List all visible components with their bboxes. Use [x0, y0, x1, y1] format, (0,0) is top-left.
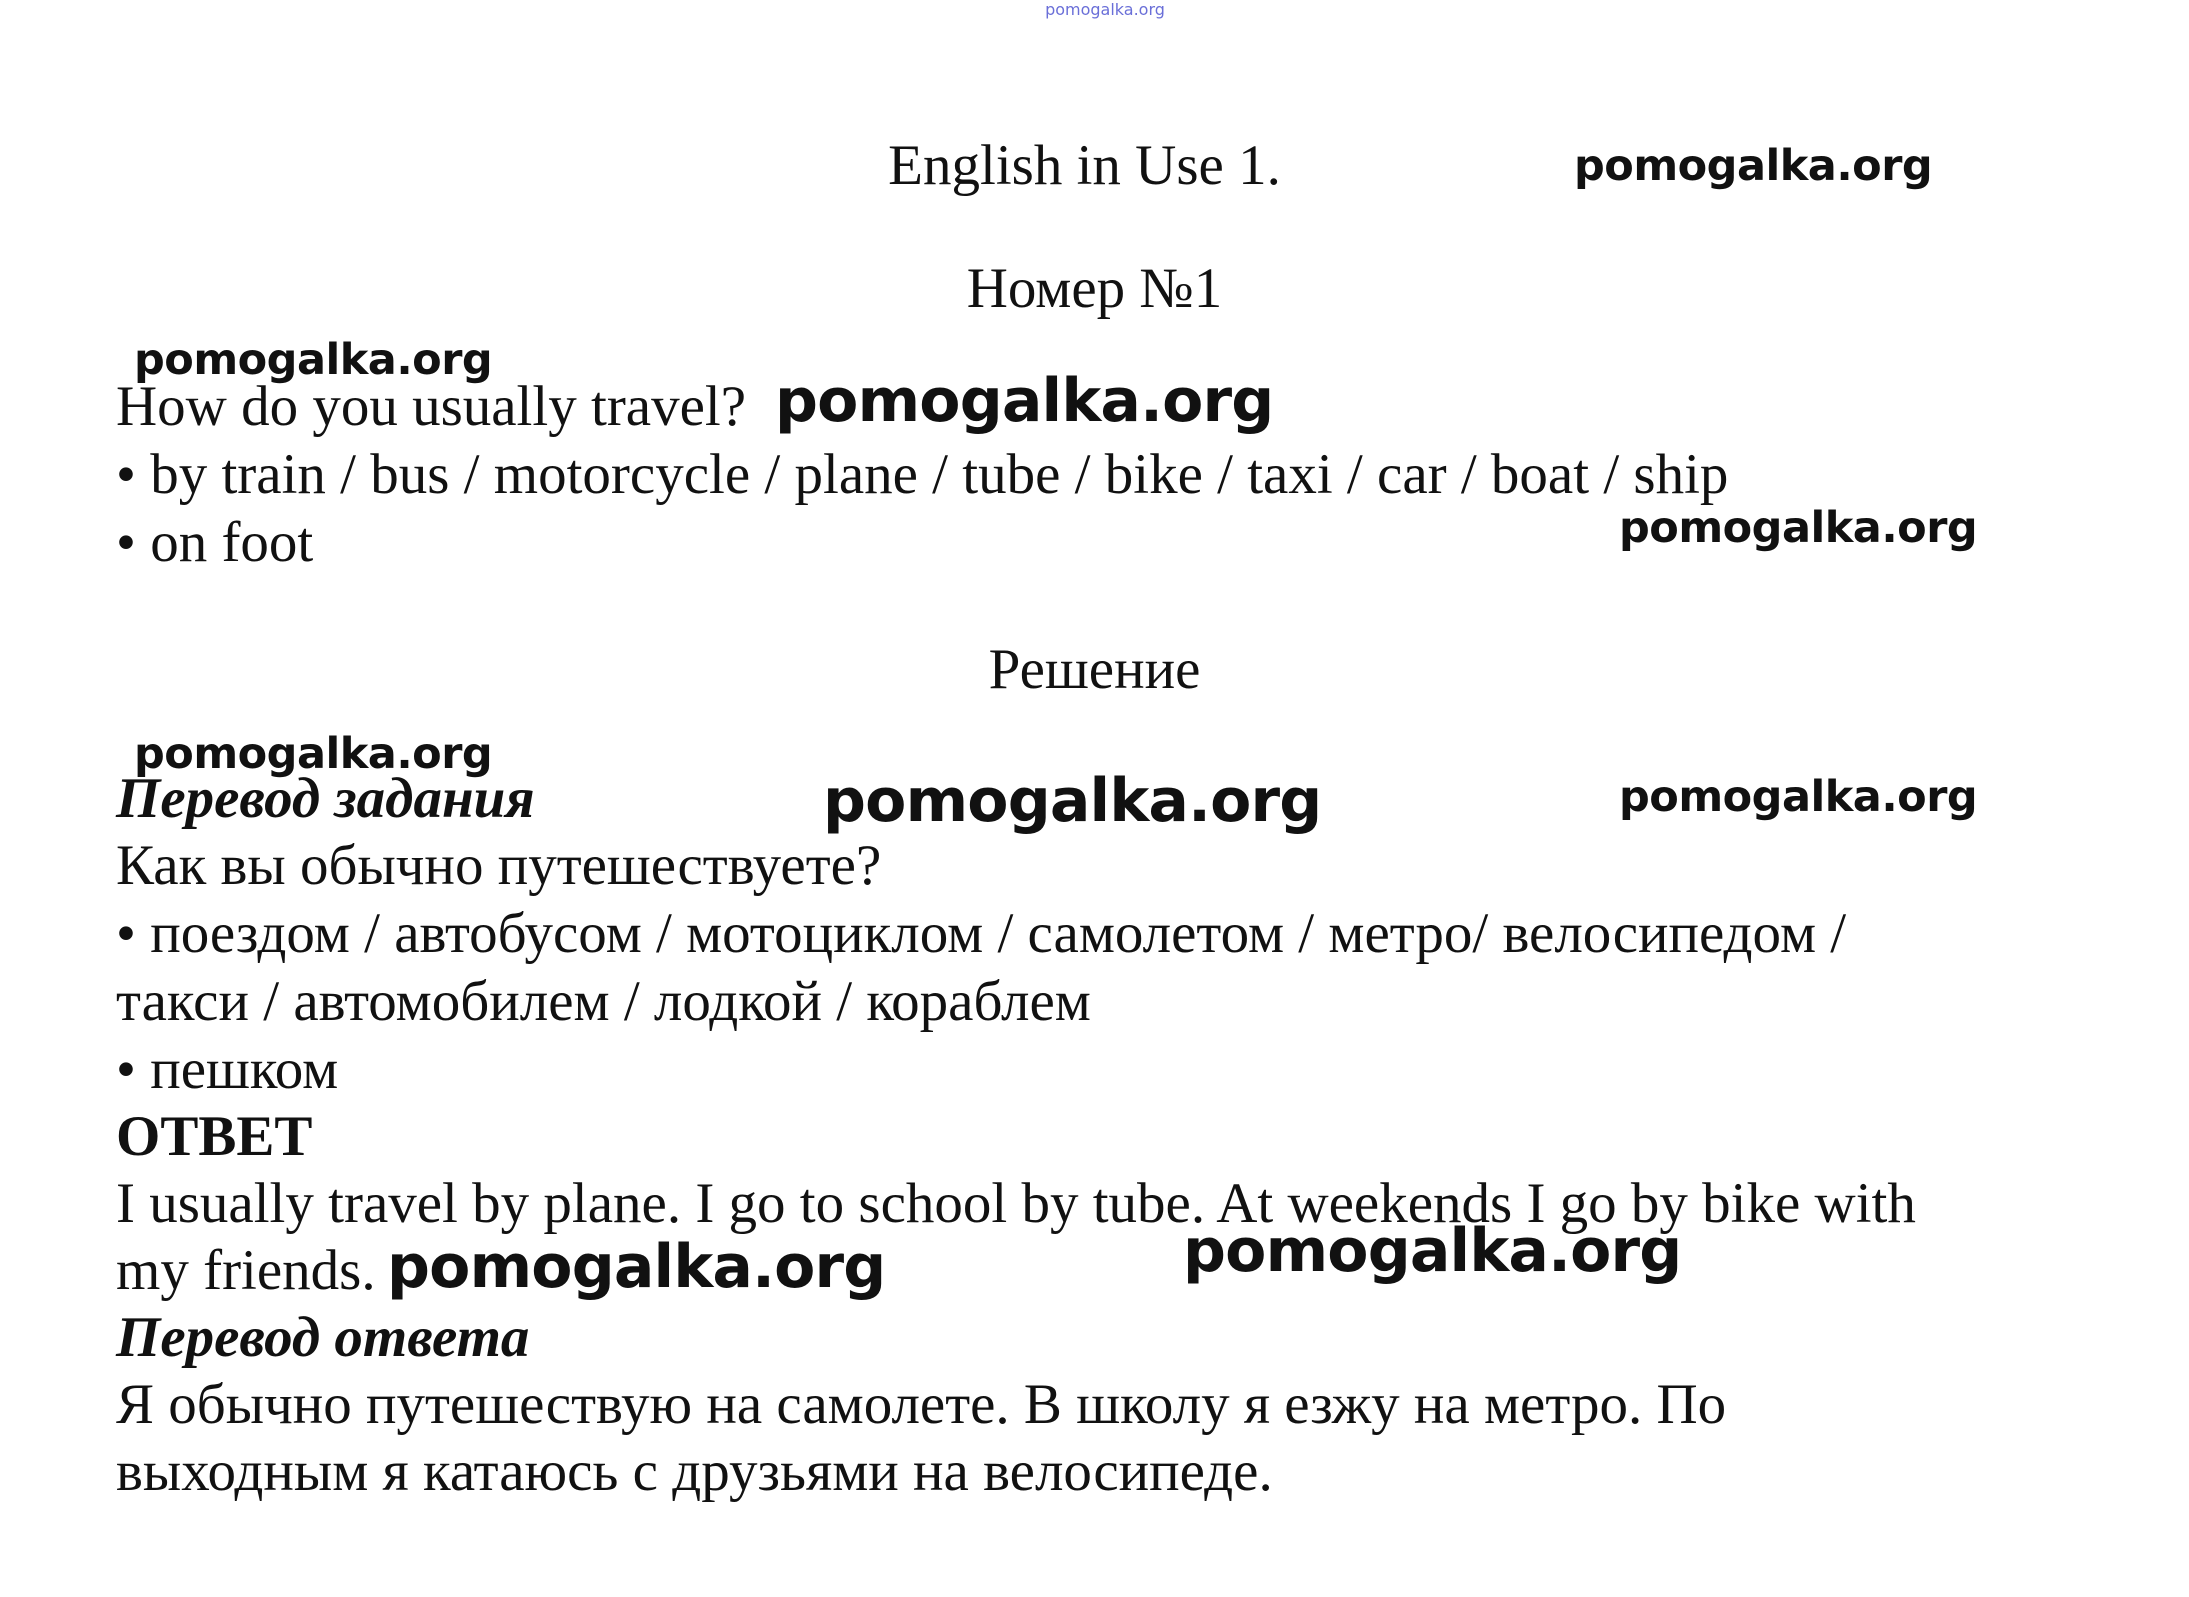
task-options-line: • on foot [116, 511, 314, 574]
top-watermark: pomogalka.org [1045, 0, 1165, 19]
watermark: pomogalka.org [1619, 772, 1978, 822]
answer-translation-line: выходным я катаюсь с друзьями на велосипеде. [116, 1440, 1273, 1503]
solution-heading-text: Решение [988, 638, 1201, 701]
watermark: pomogalka.org [775, 366, 1274, 436]
watermark: pomogalka.org [1574, 141, 1933, 191]
translation-options-line: • поездом / автобусом / мотоциклом / самолетом / метро/ велосипедом / [116, 902, 1847, 965]
answer-heading: ОТВЕТ [116, 1105, 313, 1168]
watermark: pomogalka.org [1183, 1216, 1682, 1286]
answer-translation-line: Я обычно путешествую на самолете. В школу я езжу на метро. По [116, 1373, 1727, 1436]
exercise-number [0, 255, 2189, 323]
task-options-line: • by train / bus / motorcycle / plane / tube / bike / taxi / car / boat / ship [116, 443, 1729, 506]
watermark: pomogalka.org [1619, 503, 1978, 553]
watermark: pomogalka.org [134, 335, 493, 385]
task-question: How do you usually travel? [116, 375, 747, 438]
solution-heading [0, 636, 2189, 704]
watermark: pomogalka.org [387, 1232, 886, 1302]
translation-options-line: • пешком [116, 1038, 339, 1101]
answer-line: my friends. [116, 1239, 376, 1302]
answer-translation-heading: Перевод ответа [116, 1306, 530, 1369]
translation-question: Как вы обычно путешествуете? [116, 834, 882, 897]
watermark: pomogalka.org [823, 766, 1322, 836]
translation-options-line: такси / автомобилем / лодкой / кораблем [116, 970, 1091, 1033]
translation-heading: Перевод задания [116, 767, 535, 830]
watermark: pomogalka.org [134, 729, 493, 779]
exercise-number-text: Номер №1 [966, 257, 1223, 320]
document-title-text: English in Use 1. [888, 134, 1281, 197]
answer-line: I usually travel by plane. I go to school by tube. At weekends I go by bike with [116, 1172, 1916, 1235]
